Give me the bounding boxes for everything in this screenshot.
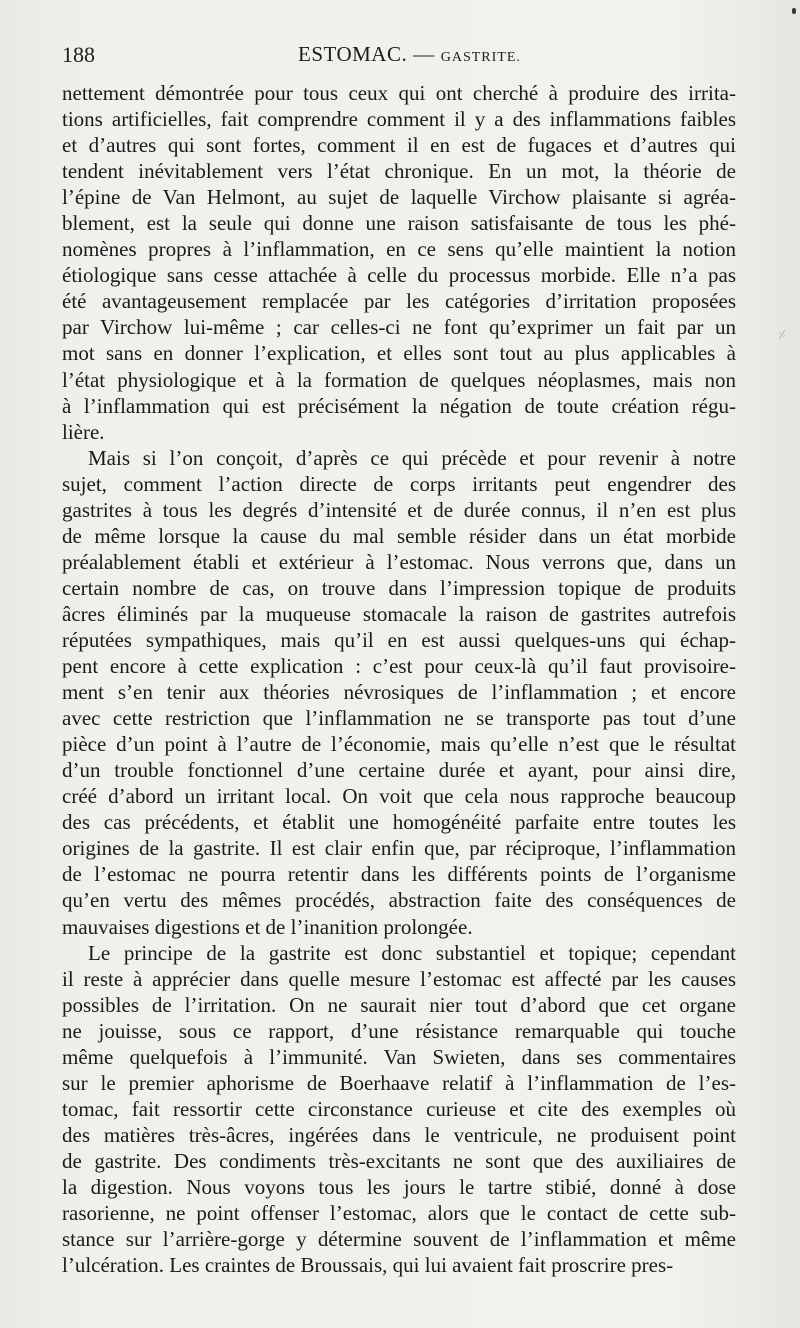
text-line: l’état physiologique et à la formation de quelques néoplasmes, mais non	[62, 367, 736, 392]
text-line: à l’inflammation qui est précisément la négation de toute création régu-	[62, 393, 736, 418]
text-line: créé d’abord un irritant local. On voit que cela nous rapproche beaucoup	[62, 784, 736, 809]
ink-speck	[792, 8, 796, 14]
text-line: été avantageusement remplacée par les catégories d’irritation proposées	[62, 289, 736, 314]
text-line: rasorienne, ne point offenser l’estomac, alors que le contact de cette sub-	[62, 1201, 736, 1226]
text-line: possibles de l’irritation. On ne saurait nier tout d’abord que cet organe	[62, 992, 736, 1017]
text-line: sujet, comment l’action directe de corps irritants peut engendrer des	[62, 471, 736, 496]
text-line: stance sur l’arrière-gorge y détermine souvent de l’inflammation et même	[62, 1227, 736, 1252]
paragraph	[62, 80, 736, 445]
text-line: pent encore à cette explication : c’est pour ceux-là qu’il faut provisoire-	[62, 654, 736, 679]
text-line: sur le premier aphorisme de Boerhaave relatif à l’inflammation de l’es-	[62, 1070, 736, 1095]
text-line: la digestion. Nous voyons tous les jours le tartre stibié, donné à dose	[62, 1174, 736, 1199]
text-line: avec cette restriction que l’inflammation ne se transporte pas tout d’une	[62, 706, 736, 731]
text-line: de même lorsque la cause du mal semble résider dans un état morbide	[62, 523, 736, 548]
running-title	[298, 42, 521, 67]
running-title-dash: —	[413, 42, 435, 66]
paragraph	[62, 445, 736, 940]
text-line: ne jouisse, sous ce rapport, d’une résistance remarquable qui touche	[62, 1018, 736, 1043]
page-number: 188	[62, 42, 95, 67]
text-line: il reste à apprécier dans quelle mesure l’estomac est affecté par les causes	[62, 966, 736, 991]
text-line: tomac, fait ressortir cette circonstance curieuse et cite des exemples où	[62, 1096, 736, 1121]
text-line: âcres éliminés par la muqueuse stomacale la raison de gastrites autrefois	[62, 601, 736, 626]
running-title-sub: GASTRITE.	[440, 50, 521, 65]
text-line: de gastrite. Des condiments très-excitants ne sont que des auxiliaires de	[62, 1148, 736, 1173]
text-line: mot sans en donner l’explication, et elles sont tout au plus applicables à	[62, 341, 736, 366]
running-title-main: ESTOMAC.	[298, 42, 408, 66]
text-line: pièce d’un point à l’autre de l’économie, mais qu’elle n’est que le résultat	[62, 732, 736, 757]
text-line: et d’autres qui sont fortes, comment il en est de fugaces et d’autres qui	[62, 133, 736, 158]
text-line: étiologique sans cesse attachée à celle du processus morbide. Elle n’a pas	[62, 263, 736, 288]
text-line: lière.	[62, 419, 105, 444]
text-line: tions artificielles, fait comprendre comment il y a des inflammations faibles	[62, 107, 736, 132]
text-line: nettement démontrée pour tous ceux qui ont cherché à produire des irrita-	[62, 81, 736, 105]
text-line: de l’estomac ne pourra retentir dans les différents points de l’organisme	[62, 862, 736, 887]
body-text	[62, 80, 736, 1278]
text-line: qu’en vertu des mêmes procédés, abstraction faite des conséquences de	[62, 888, 736, 913]
text-line: d’un trouble fonctionnel d’une certaine durée et ayant, pour ainsi dire,	[62, 758, 736, 783]
text-line: Le principe de la gastrite est donc substantiel et topique; cependant	[88, 940, 736, 965]
text-line: blement, est la seule qui donne une raison satisfaisante de tous les phé-	[62, 211, 736, 236]
running-header	[62, 42, 736, 72]
text-line: tendent inévitablement vers l’état chronique. En un mot, la théorie de	[62, 159, 736, 184]
text-line: Mais si l’on conçoit, d’après ce qui précède et pour revenir à notre	[88, 445, 736, 470]
text-line: l’ulcération. Les craintes de Broussais, qui lui avaient fait proscrire pres-	[62, 1253, 674, 1278]
text-line: ment s’en tenir aux théories névrosiques de l’inflammation ; et encore	[62, 680, 736, 705]
text-line: même quelquefois à l’immunité. Van Swieten, dans ses commentaires	[62, 1044, 736, 1069]
text-line: mauvaises digestions et de l’inanition prolongée.	[62, 914, 473, 939]
text-line: nomènes propres à l’inflammation, en ce sens qu’elle maintient la notion	[62, 237, 736, 262]
text-line: des cas précédents, et établit une homogénéité parfaite entre toutes les	[62, 810, 736, 835]
text-line: par Virchow lui-même ; car celles-ci ne font qu’exprimer un fait par un	[62, 315, 736, 340]
text-line: réputées sympathiques, mais qu’il en est aussi quelques-uns qui échap-	[62, 627, 736, 652]
text-line: préalablement établi et extérieur à l’estomac. Nous verrons que, dans un	[62, 549, 736, 574]
text-line: origines de la gastrite. Il est clair enfin que, par réciproque, l’inflammation	[62, 836, 736, 861]
paragraph	[62, 940, 736, 1279]
margin-smudge: ⸓	[778, 328, 786, 342]
text-line: certain nombre de cas, on trouve dans l’impression topique de produits	[62, 575, 736, 600]
text-line: gastrites à tous les degrés d’intensité et de durée connus, il n’en est plus	[62, 497, 736, 522]
text-line: des matières très-âcres, ingérées dans le ventricule, ne produisent point	[62, 1122, 736, 1147]
text-line: l’épine de Van Helmont, au sujet de laquelle Virchow plaisante si agréa-	[62, 185, 736, 210]
